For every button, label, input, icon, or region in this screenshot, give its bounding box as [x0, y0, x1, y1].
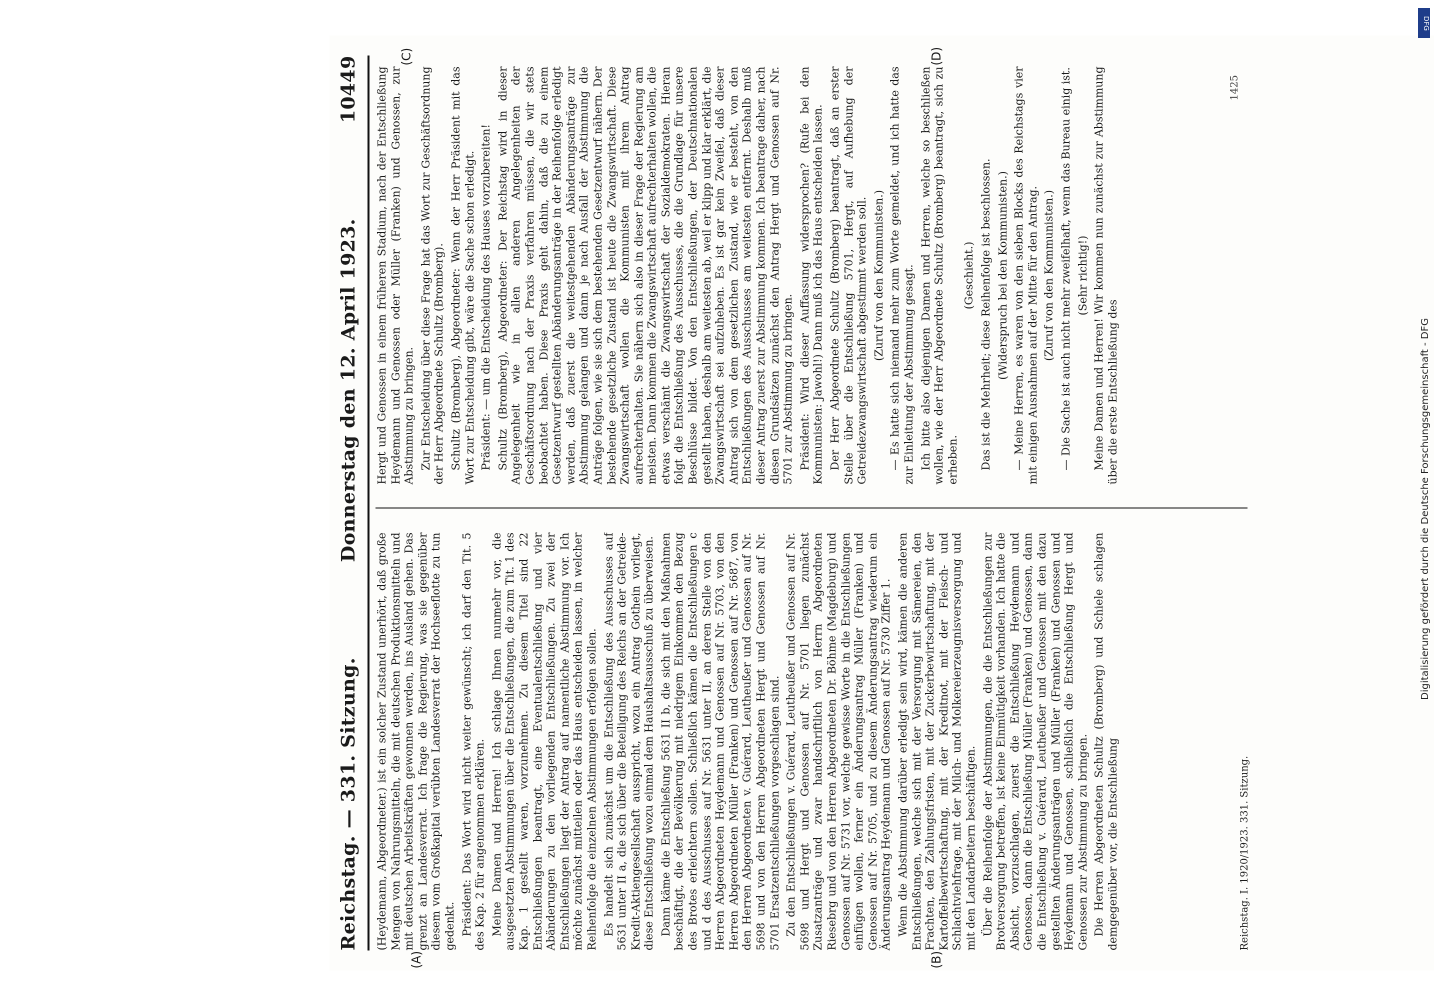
header-page-number: 10449 [337, 55, 360, 124]
paragraph: — Es hatte sich niemand mehr zum Worte gemeldet, und ich hatte das zur Einleitung der Abstimmung gesagt. [888, 66, 916, 485]
page-header [338, 56, 364, 951]
paragraph: Dann käme die Entschließung 5631 II b, die sich mit den Maßnahmen beschäftigt, die der Bevölkerung mit niedrigem Einkommen den Bezug des Brotes erleichtern sollen. Schließlich kämen die Entschließungen c und d des Ausschusses auf Nr. 5631 unter II, an deren Stelle von den Herren Abgeordneten Heydemann und Genossen auf Nr. 5703, von den Herren Abgeordneten Müller (Franken) und Genossen auf Nr. 5687, von den Herren Abgeordneten v. Guérard, Leutheußer und Genossen auf Nr. 5698 und von den Herren Abgeordneten Hergt und Genossen auf Nr. 5701 Ersatzentschließungen vorgeschlagen sind. [659, 532, 782, 951]
paragraph: (Zuruf von den Kommunisten.) [872, 189, 886, 362]
paragraph: Die Herren Abgeordneten Schultz (Bromberg) und Schiele schlagen demgegenüber vor, die Entschließung [1092, 532, 1120, 951]
paragraph: Es handelt sich zunächst um die Entschließung des Ausschusses auf 5631 unter II a, die sich über die Beteiligung des Reichs an der Getreide-Kredit-Aktiengesellschaft ausspricht, wozu ein Antrag Gothein vorliegt, diese Entschließung wozu einmal dem Haushaltsausschuß zu überweisen. [602, 532, 656, 951]
paragraph: (Sehr richtig!) [1076, 235, 1089, 316]
margin-mark-a: (A) [409, 950, 424, 969]
margin-mark-d: (D) [929, 46, 944, 66]
paragraph: Der Herr Abgeordnete Schultz (Bromberg) beantragt, daß an erster Stelle über die Entschließung 5701, Hergt, auf Aufhebung der Getreidezwangswirtschaft abgestimmt werden soll. [828, 66, 869, 485]
margin-mark-c: (C) [399, 47, 414, 66]
column-divider [376, 508, 1248, 509]
paragraph: Präsident: Das Wort wird nicht weiter gewünscht; ich darf den Tit. 5 des Kap. 2 für angenommen erklären. [460, 532, 487, 951]
digitization-notice-text: Digitalisierung gefördert durch die Deutsche Forschungsgemeinschaft - DFG [1420, 317, 1431, 700]
scanned-page [330, 36, 1434, 971]
right-column [376, 67, 1232, 485]
paragraph: (Geschieht.) [962, 241, 976, 310]
paragraph: Ich bitte also diejenigen Damen und Herren, welche so beschließen wollen, wie der Herr Abgeordnete Schultz (Bromberg) beantragt, sich zu erheben. [919, 66, 960, 485]
header-rule [368, 56, 370, 951]
paragraph: Das ist die Mehrheit; diese Reihenfolge ist beschlossen. [979, 158, 993, 471]
sheet-number: 1425 [1229, 75, 1241, 101]
paragraph: Zu den Entschließungen v. Guérard, Leutheußer und Genossen auf Nr. 5698 und Hergt und Genossen auf Nr. 5701 liegen zunächst Zusatzanträge und zwar handschriftlich von Herrn Abgeordneten Riesebrg und von den Herren Abgeordneten Dr. Böhme (Magdeburg) und Genossen auf Nr. 5731 vor, welche gewisse Worte in die Entschließungen einfügen wollen, ferner ein Änderungsantrag Müller (Franken) und Genossen auf Nr. 5705, und zu diesem Änderungsantrag wiederum ein Änderungsantrag Heydemann und Genossen auf Nr. 5730 Ziffer 1. [784, 532, 893, 951]
page-footer: Reichstag. I. 1920/1923. 331. Sitzung. [1239, 755, 1251, 951]
paragraph: (Zuruf von den Kommunisten.) [1042, 189, 1056, 362]
paragraph: Wenn die Abstimmung darüber erledigt sein wird, kämen die anderen Entschließungen, welche sich mit der Versorgung mit Sämereien, den Frachten, den Zahlungsfristen, mit der Zuckerbewirtschaftung, mit der Kartoffelbewirtschaftung, mit der Kreditnot, mit der Fleisch- und Schlachtviehfrage, mit der Milch- und Molkereierzeugnisversorgung und mit den Landarbeitern beschäftigen. [896, 532, 978, 951]
paragraph: Präsident: Wird dieser Auffassung widersprochen? (Rufe bei den Kommunisten: Jawohl!) Dann muß ich das Haus entscheiden lassen. [798, 66, 825, 485]
dfg-logo: DFG [1418, 8, 1430, 38]
paragraph: Schultz (Bromberg), Abgeordneter: Der Reichstag wird in dieser Angelegenheit wie in allen anderen Angelegenheiten der Geschäftsordnung nach der Praxis verfahren müssen, die wir stets beobachtet haben. Diese Praxis geht dahin, daß die zu einem Gesetzentwurf gestellten Abänderungsanträge in der Reihenfolge erledigt werden, daß zuerst die weitestgehenden Abänderungsanträge zur Abstimmung gelangen und dann je nach Ausfall der Abstimmung die Anträge folgen, wie sie sich dem bestehenden Gesetzentwurf nähern. Der bestehende gesetzliche Zustand ist heute die Zwangswirtschaft. Diese Zwangswirtschaft wollen die Kommunisten mit ihrem Antrag aufrechterhalten. Sie nähern sich also in dieser Frage der Regierung am meisten. Dann kommen die Zwangswirtschaft aufrechterhalten wollen, die etwas verschämt die Zwangswirtschaft der Sozialdemokraten. Hieran folgt die Entschließung des Ausschusses, die die Grundlage für unsere Beschlüsse bildet. Von den Entschließungen, der Deutschnationalen gestellt haben, deshalb am weitesten ab, weil er klipp und klar erklärt, die Zwangswirtschaft sei aufzuheben. Es ist gar kein Zweifel, daß dieser Antrag sich von dem gesetzlichen Zustand, wie er besteht, von den Entschließungen des Ausschusses am weitesten entfernt. Deshalb muß dieser Antrag zuerst zur Abstimmung kommen. Ich beantrage daher, nach diesen Grundsätzen zunächst den Antrag Hergt und Genossen auf Nr. 5701 zur Abstimmung zu bringen. [496, 66, 795, 485]
paragraph: Zur Entscheidung über diese Frage hat das Wort zur Geschäftsordnung der Herr Abgeordnete Schultz (Bromberg). [419, 66, 446, 485]
paragraph: Schultz (Bromberg), Abgeordneter: Wenn der Herr Präsident mit das Wort zur Entscheidung gibt, wäre die Sache schon erledigt. [449, 66, 477, 485]
paragraph: — Meine Herren, es waren von den sieben Blocks des Reichstags vier mit einigen Ausnahmen auf der Mitte für den Antrag. [1012, 66, 1040, 485]
left-column [376, 533, 1234, 951]
paragraph: Über die Reihenfolge der Abstimmungen, die die Entschließungen zur Brotversorgung betreffen, ist keine Einmütigkeit vorhanden. Ich hatte die Absicht, vorzuschlagen, zuerst die Entschließung Heydemann und Genossen, dann die Entschließung Müller (Franken) und Genossen, dann die Entschließung v. Guérard, Leutheußer und Genossen mit den dazu gestellten Änderungsanträgen und Müller (Franken) und Genossen und Heydemann und Genossen, schließlich die Entschließung Hergt und Genossen zur Abstimmung zu bringen. [981, 532, 1090, 951]
paragraph: Meine Damen und Herren! Ich schlage Ihnen nunmehr vor, die ausgesetzten Abstimmungen über die Entschließungen, die zum Tit. 1 des Kap. 1 gestellt waren, vorzunehmen. Zu diesem Titel sind 22 Entschließungen beantragt, eine Eventualentschließung und vier Abänderungen zu den vorliegenden Entschließungen. Zu zwei der Entschließungen liegt der Antrag auf namentliche Abstimmung vor. Ich möchte zunächst mitteilen oder das Haus entscheiden lassen, in welcher Reihenfolge die einzelnen Abstimmungen erfolgen sollen. [490, 532, 599, 951]
header-left: Reichstag. — 331. Sitzung. [337, 657, 360, 951]
paragraph: (Heydemann, Abgeordneter.) ist ein solcher Zustand unerhört, daß große Mengen von Nahrungsmitteln, die mit deutschen Produktionsmitteln und mit deutschen Arbeitskräften gewonnen werden, ins Ausland gehen. Das grenzt an Landesverrat. Ich frage die Regierung, was sie gegenüber diesem vom Großkapital verübten Landesverrat der Hochseeflotte zu tun gedenkt. [375, 532, 457, 951]
paragraph: Meine Damen und Herren! Wir kommen nun zunächst zur Abstimmung über die erste Entschließung des [1092, 66, 1120, 485]
header-center: Donnerstag den 12. April 1923. [337, 218, 360, 563]
margin-mark-b: (B) [929, 950, 944, 969]
paragraph: — Die Sache ist auch nicht mehr zweifelhaft, wenn das Bureau einig ist. [1059, 67, 1073, 471]
paragraph: Präsident: — um die Entscheidung des Hauses vorzubereiten! [479, 124, 493, 471]
paragraph: (Widerspruch bei den Kommunisten.) [996, 171, 1010, 380]
paragraph: Hergt und Genossen in einem früheren Stadium, nach der Entschließung Heydemann und Genossen oder Müller (Franken) und Genossen, zur Abstimmung zu bringen. [375, 66, 416, 485]
